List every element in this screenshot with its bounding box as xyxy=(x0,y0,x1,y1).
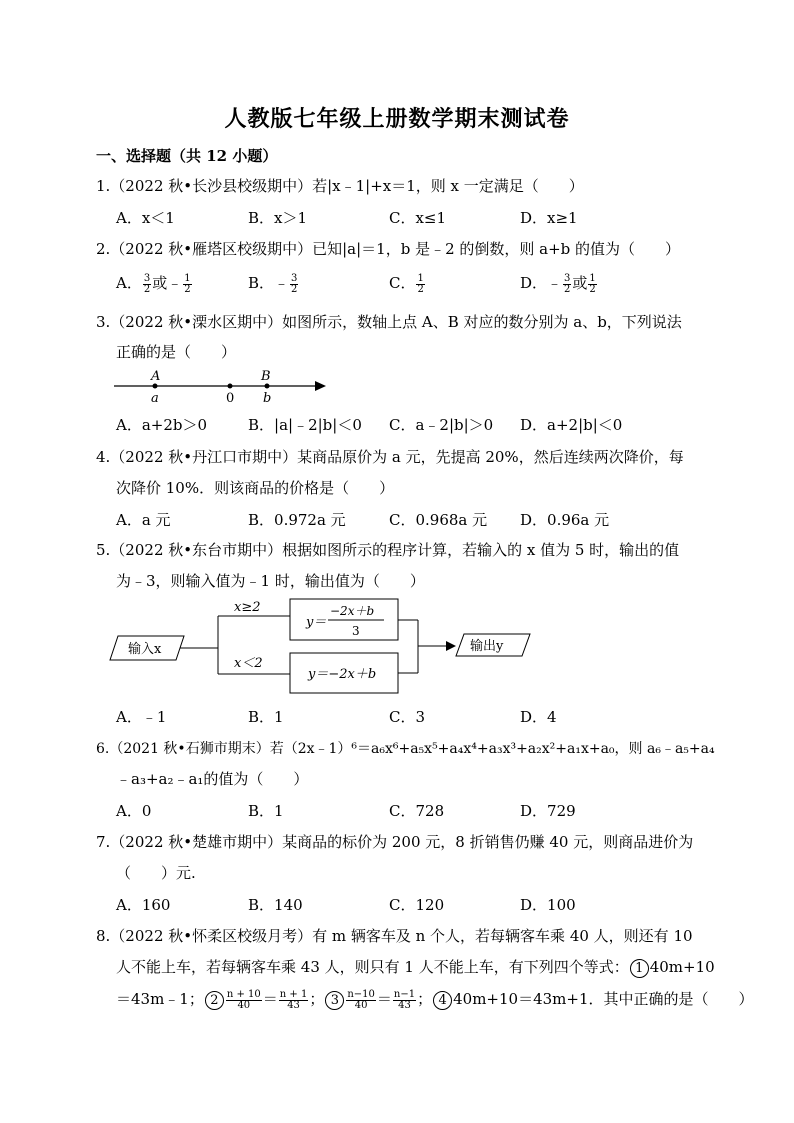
page-title: 人教版七年级上册数学期末测试卷 xyxy=(224,106,570,132)
q6-option-a: A．0 xyxy=(116,802,152,820)
output-label: 输出y xyxy=(470,639,504,654)
q2-option-a: A． $\frac{3}{2}$ 或﹣ $\frac{1}{2}$ xyxy=(116,272,191,295)
q5-option-d: D．4 xyxy=(520,708,557,726)
formula-upper-numerator: −2x＋b xyxy=(330,604,375,618)
circled-number-4: 4 xyxy=(433,991,452,1010)
q6-option-d: D．729 xyxy=(520,802,576,820)
question-3-line-2: 正确的是（ ） xyxy=(116,343,237,361)
q3-option-b: B．|a|﹣2|b|＜0 xyxy=(248,416,362,434)
q1-option-d: D．x≥1 xyxy=(520,209,578,227)
point-a-label: A xyxy=(151,369,161,384)
question-7-line-2: （ ）元. xyxy=(116,864,196,882)
q7-option-c: C．120 xyxy=(389,896,445,914)
number-line-figure xyxy=(110,366,340,406)
question-3-line-1: 3.（2022 秋•溧水区期中）如图所示，数轴上点 A、B 对应的数分别为 a、b，下列说法 xyxy=(96,313,682,331)
question-4-line-1: 4.（2022 秋•丹江口市期中）某商品原价为 a 元，先提高 20%，然后连续两次降价，每 xyxy=(96,448,684,466)
question-7-line-1: 7.（2022 秋•楚雄市期中）某商品的标价为 200 元，8 折销售仍赚 40 元，则商品进价为 xyxy=(96,833,694,851)
q5-option-a: A．﹣1 xyxy=(116,708,167,726)
q5-option-b: B．1 xyxy=(248,708,284,726)
q1-option-c: C．x≤1 xyxy=(389,209,447,227)
question-6-line-1: 6.（2021 秋•石狮市期末）若（2x﹣1）⁶＝a₆x⁶+a₅x⁵+a₄x⁴+a₃x³+a₂x²+a₁x+a₀，则 a₆﹣a₅+a₄ xyxy=(96,741,715,757)
q2-option-d: D．﹣ $\frac{3}{2}$ 或 $\frac{1}{2}$ xyxy=(520,272,596,295)
output-arrow-head xyxy=(446,641,456,651)
point-b-value: b xyxy=(263,391,272,406)
circled-number-2: 2 xyxy=(205,991,224,1010)
point-a-value: a xyxy=(151,391,159,406)
condition-lower: x＜2 xyxy=(234,656,263,671)
q6-option-b: B．1 xyxy=(248,802,284,820)
q3-option-d: D．a+2|b|＜0 xyxy=(520,416,623,434)
question-8-line-3: ＝43m﹣1； 2 $\frac{n + 10}{40}$ ＝ $\frac{n + 1}{43}$ ； 3 $\frac{n-10}{40}$ ＝ $\frac{n-1}{43}$ ； 4 40m+10＝43m+1．其中正确的是（ ） xyxy=(116,988,754,1011)
point-a-dot xyxy=(153,384,158,389)
point-b-dot xyxy=(265,384,270,389)
circled-number-1: 1 xyxy=(630,959,649,978)
q5-option-c: C．3 xyxy=(389,708,426,726)
q4-option-c: C．0.968a 元 xyxy=(389,511,488,529)
point-b-label: B xyxy=(261,369,271,384)
circled-number-3: 3 xyxy=(325,991,344,1010)
number-line-arrow xyxy=(315,381,326,391)
input-label: 输入x xyxy=(128,642,162,657)
q4-option-d: D．0.96a 元 xyxy=(520,511,610,529)
q7-option-d: D．100 xyxy=(520,896,576,914)
q4-option-a: A．a 元 xyxy=(116,511,171,529)
question-6-line-2: ﹣a₃+a₂﹣a₁的值为（ ） xyxy=(116,770,309,788)
question-2: 2.（2022 秋•雁塔区校级期中）已知|a|＝1，b 是﹣2 的倒数，则 a+b 的值为（ ） xyxy=(96,240,681,258)
question-8-line-1: 8.（2022 秋•怀柔区校级月考）有 m 辆客车及 n 个人，若每辆客车乘 40 人，则还有 10 xyxy=(96,927,693,945)
q4-option-b: B．0.972a 元 xyxy=(248,511,346,529)
q3-option-a: A．a+2b＞0 xyxy=(116,416,208,434)
origin-label: 0 xyxy=(226,391,235,406)
question-5-line-1: 5.（2022 秋•东台市期中）根据如图所示的程序计算，若输入的 x 值为 5 时，输出的值 xyxy=(96,541,680,559)
formula-upper-denominator: 3 xyxy=(352,624,360,638)
question-4-line-2: 次降价 10%．则该商品的价格是（ ） xyxy=(116,479,395,497)
question-1: 1.（2022 秋•长沙县校级期中）若|x﹣1|+x＝1，则 x 一定满足（ ） xyxy=(96,177,584,195)
q1-option-b: B．x＞1 xyxy=(248,209,308,227)
q7-option-b: B．140 xyxy=(248,896,303,914)
q2-option-c: C． $\frac{1}{2}$ xyxy=(389,272,424,295)
section-heading: 一、选择题（共 12 小题） xyxy=(96,147,278,165)
q6-option-c: C．728 xyxy=(389,802,445,820)
origin-dot xyxy=(228,384,233,389)
q1-option-a: A．x＜1 xyxy=(116,209,175,227)
q7-option-a: A．160 xyxy=(116,896,171,914)
question-5-line-2: 为﹣3，则输入值为﹣1 时，输出值为（ ） xyxy=(116,572,425,590)
question-8-line-2: 人不能上车，若每辆客车乘 43 人，则只有 1 人不能上车，有下列四个等式： 1 40m+10 xyxy=(116,958,715,976)
flowchart-figure xyxy=(106,596,536,696)
condition-upper: x≥2 xyxy=(234,600,261,615)
q2-option-b: B．﹣ $\frac{3}{2}$ xyxy=(248,272,298,295)
formula-lower: y＝−2x＋b xyxy=(308,667,377,682)
formula-upper-lhs: y＝ xyxy=(306,615,327,630)
q3-option-c: C．a﹣2|b|＞0 xyxy=(389,416,494,434)
